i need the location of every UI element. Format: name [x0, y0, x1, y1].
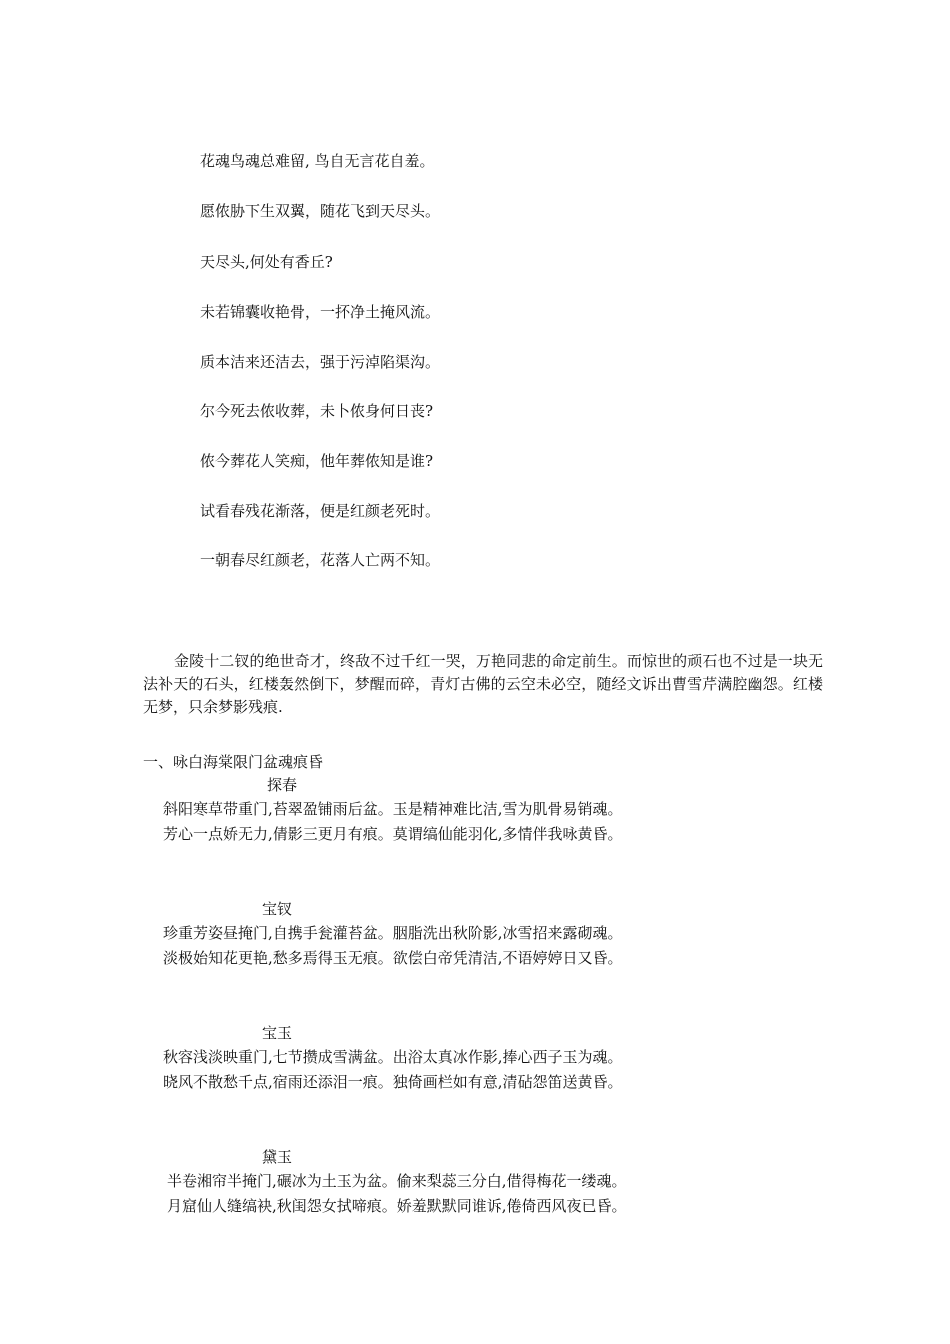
- poem-line: 一朝春尽红颜老，花落人亡两不知。: [200, 551, 441, 569]
- poem-author: 探春: [267, 776, 298, 794]
- poem-line: 未若锦囊收艳骨，一抔净土掩风流。: [200, 303, 441, 321]
- section-heading: 一、咏白海棠限门盆魂痕昏: [143, 753, 324, 771]
- poem-line: 试看春残花渐落，便是红颜老死时。: [200, 502, 441, 520]
- verse-line: 珍重芳姿昼掩门,自携手瓮灌苔盆。胭脂洗出秋阶影,冰雪招来露砌魂。: [163, 924, 623, 942]
- poem-line: 花魂鸟魂总难留, 鸟自无言花自羞。: [200, 152, 435, 170]
- verse-line: 斜阳寒草带重门,苔翠盈铺雨后盆。玉是精神难比洁,雪为肌骨易销魂。: [163, 800, 623, 818]
- poem-line: 尔今死去侬收葬，未卜侬身何日丧?: [200, 402, 434, 420]
- poem-author: 宝玉: [262, 1024, 293, 1042]
- verse-line: 秋容浅淡映重门,七节攒成雪满盆。出浴太真冰作影,捧心西子玉为魂。: [163, 1048, 623, 1066]
- verse-line: 月窟仙人缝缟袂,秋闺怨女拭啼痕。娇羞默默同谁诉,倦倚西风夜已昏。: [167, 1197, 627, 1215]
- poem-author: 宝钗: [262, 900, 293, 918]
- commentary-paragraph: 金陵十二钗的绝世奇才，终敌不过千红一哭，万艳同悲的命定前生。而惊世的顽石也不过是一块无法补天的石头，红楼轰然倒下，梦醒而碎，青灯古佛的云空未必空，随经文诉出曹雪芹满腔幽怨。红楼无梦，只余梦影残痕.: [143, 652, 823, 716]
- poem-line: 天尽头,何处有香丘?: [200, 253, 333, 271]
- poem-line: 质本洁来还洁去，强于污淖陷渠沟。: [200, 353, 441, 371]
- verse-line: 半卷湘帘半掩门,碾冰为土玉为盆。偷来梨蕊三分白,借得梅花一缕魂。: [167, 1172, 627, 1190]
- verse-line: 淡极始知花更艳,愁多焉得玉无痕。欲偿白帝凭清洁,不语婷婷日又昏。: [163, 949, 623, 967]
- verse-line: 晓风不散愁千点,宿雨还添泪一痕。独倚画栏如有意,清砧怨笛送黄昏。: [163, 1073, 623, 1091]
- verse-line: 芳心一点娇无力,倩影三更月有痕。莫谓缟仙能羽化,多情伴我咏黄昏。: [163, 825, 623, 843]
- poem-author: 黛玉: [262, 1148, 293, 1166]
- poem-line: 侬今葬花人笑痴，他年葬侬知是谁?: [200, 452, 434, 470]
- poem-line: 愿侬胁下生双翼，随花飞到天尽头。: [200, 202, 441, 220]
